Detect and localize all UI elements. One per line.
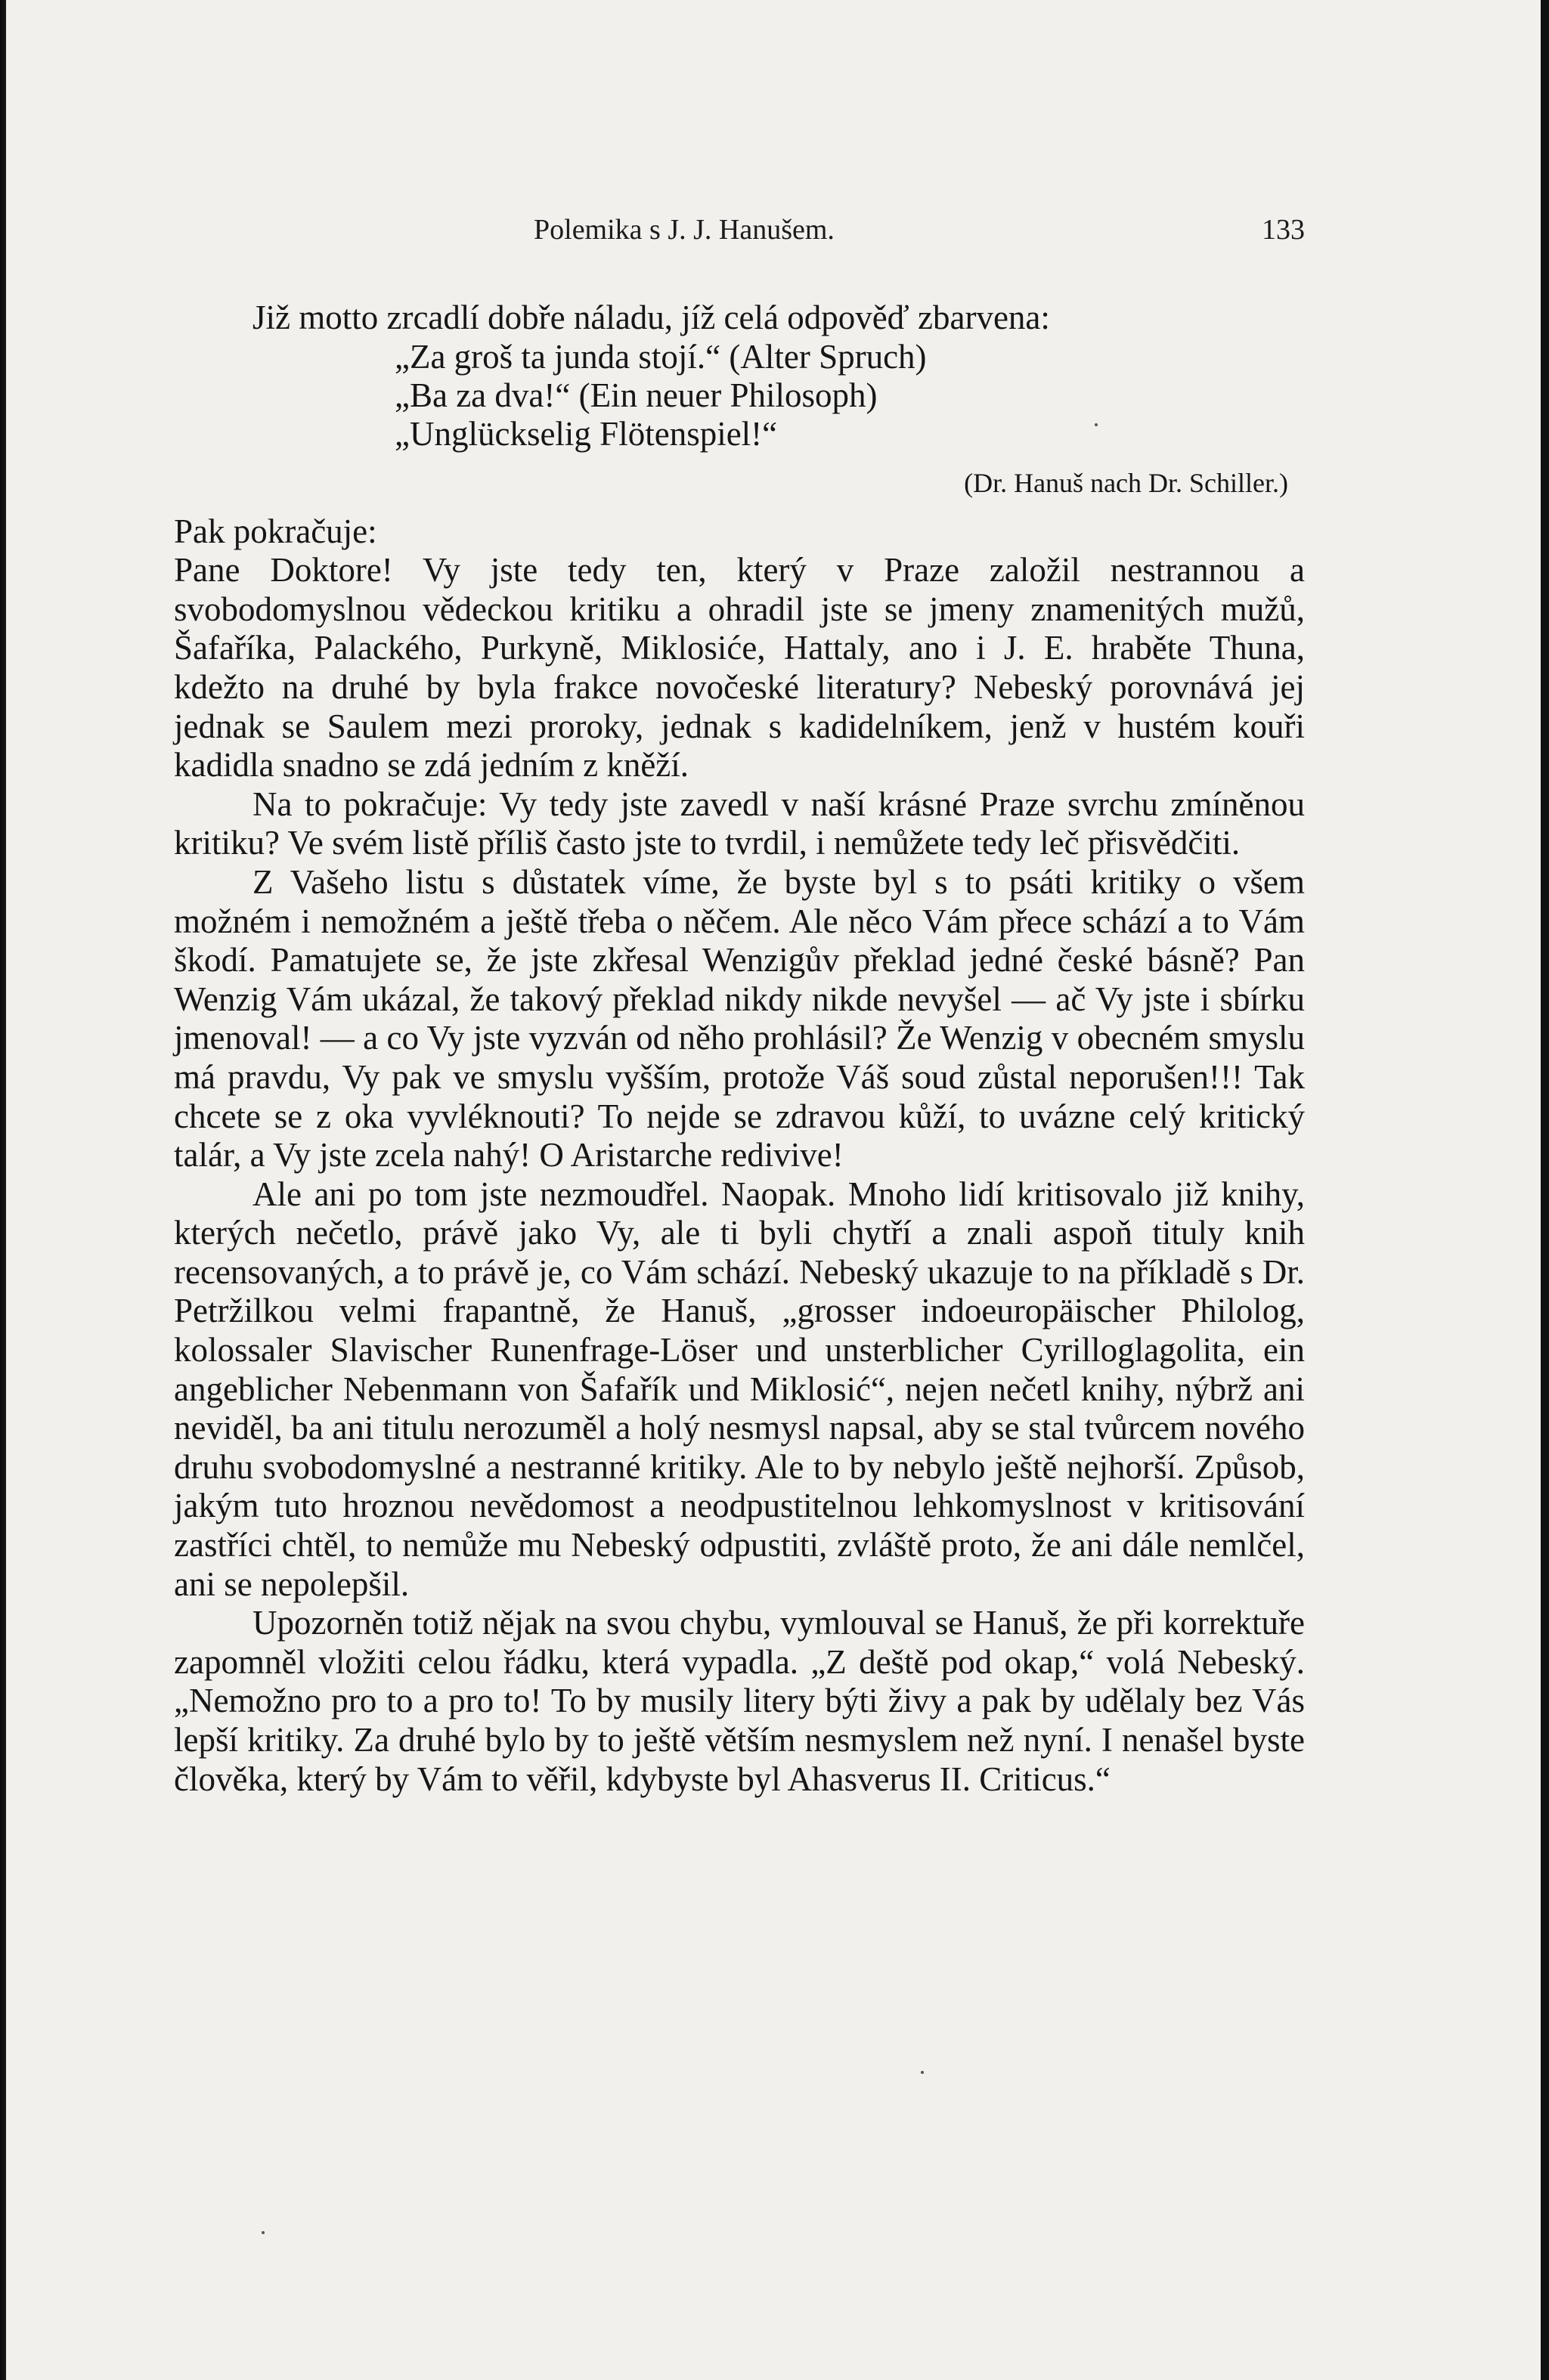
paragraph: Z Vašeho listu s důstatek víme, že byste byl s to psáti kritiky o všem možném i nemožném a ještě třeba o něčem. Ale něco Vám přece schází a to Vám škodí. Pamatujete se, že jste zkřesal Wenzigův překlad jedné české básně? Pan Wenzig Vám ukázal, že takový překlad nikdy nikde nevyšel — ač Vy jste i sbírku jmenoval! — a co Vy jste vyzván od něho prohlásil? Že Wenzig v obecném smyslu má pravdu, Vy pak ve smyslu vyšším, protože Váš soud zůstal neporušen!!! Tak chcete se z oka vyvléknouti? To nejde se zdravou kůží, to uvázne celý kritický talár, a Vy jste zcela nahý! O Aristarche redivive!: [174, 862, 1305, 1175]
scan-speck: [1095, 423, 1098, 426]
running-title: Polemika s J. J. Hanušem.: [534, 214, 835, 246]
page-header: [174, 213, 1305, 258]
verse-line: „Unglückselig Flötenspiel!“: [395, 414, 778, 453]
paragraph: Pane Doktore! Vy jste tedy ten, který v Praze založil nestrannou a svobodomyslnou vědeckou kritiku a ohradil jste se jmeny znamenitých mužů, Šafaříka, Palackého, Purkyně, Miklosiće, Hattaly, ano i J. E. hraběte Thuna, kdežto na druhé by byla frakce novočeské literatury? Nebeský porovnává jej jednak se Saulem mezi proroky, jednak s kadidelníkem, jenž v hustém kouři kadidla snadno se zdá jedním z kněží.: [174, 551, 1305, 785]
motto-verse: [395, 338, 1305, 453]
paragraph: Upozorněn totiž nějak na svou chybu, vymlouval se Hanuš, že při korrektuře zapomněl vložiti celou řádku, která vypadla. „Z deště pod okap,“ volá Nebeský. „Nemožno pro to a pro to! To by musily litery býti živy a pak by udělaly bez Vás lepší kritiky. Za druhé bylo by to ještě větším nesmyslem než nyní. I nenašel byste člověka, který by Vám to věřil, kdybyste byl Ahasverus II. Criticus.“: [174, 1604, 1305, 1798]
verse-line: „Za groš ta junda stojí.“ (Alter Spruch): [395, 337, 927, 376]
page-number: 133: [1262, 214, 1305, 246]
page-body: [174, 299, 1305, 1799]
verse-line: „Ba za dva!“ (Ein neuer Philosoph): [395, 376, 878, 414]
intro-line: Již motto zrcadlí dobře náladu, jíž celá odpověď zbarvena:: [252, 299, 1050, 336]
book-page: [6, 0, 1541, 2380]
scan-speck: [921, 2071, 924, 2074]
paragraph: Na to pokračuje: Vy tedy jste zavedl v naší krásné Praze svrchu zmíněnou kritiku? Ve svém listě příliš často jste to tvrdil, i nemůžete tedy leč přisvědčiti.: [174, 785, 1305, 862]
paragraph: Ale ani po tom jste nezmoudřel. Naopak. Mnoho lidí kritisovalo již knihy, kterých nečetlo, právě jako Vy, ale ti byli chytří a znali aspoň tituly knih recensovaných, a to právě je, co Vám schází. Nebeský ukazuje to na příkladě s Dr. Petržilkou velmi frapantně, že Hanuš, „grosser indoeuropäischer Philolog, kolossaler Slavischer Runenfrage-Löser und unsterblicher Cyrilloglagolita, ein angeblicher Nebenmann von Šafařík und Miklosić“, nejen nečetl knihy, nýbrž ani neviděl, ba ani titulu nerozuměl a holý nesmysl napsal, aby se stal tvůrcem nového druhu svobodomyslné a nestranné kritiky. Ale to by nebylo ještě nejhorší. Způsob, jakým tuto hroznou nevědomost a neodpustitelnou lehkomyslnost v kritisování zastříci chtěl, to nemůže mu Nebeský odpustiti, zvláště proto, že ani dále nemlčel, ani se nepolepšil.: [174, 1175, 1305, 1603]
continuation-line: Pak pokračuje:: [174, 512, 377, 550]
scan-speck: [262, 2231, 265, 2234]
motto-attribution: (Dr. Hanuš nach Dr. Schiller.): [964, 467, 1288, 498]
